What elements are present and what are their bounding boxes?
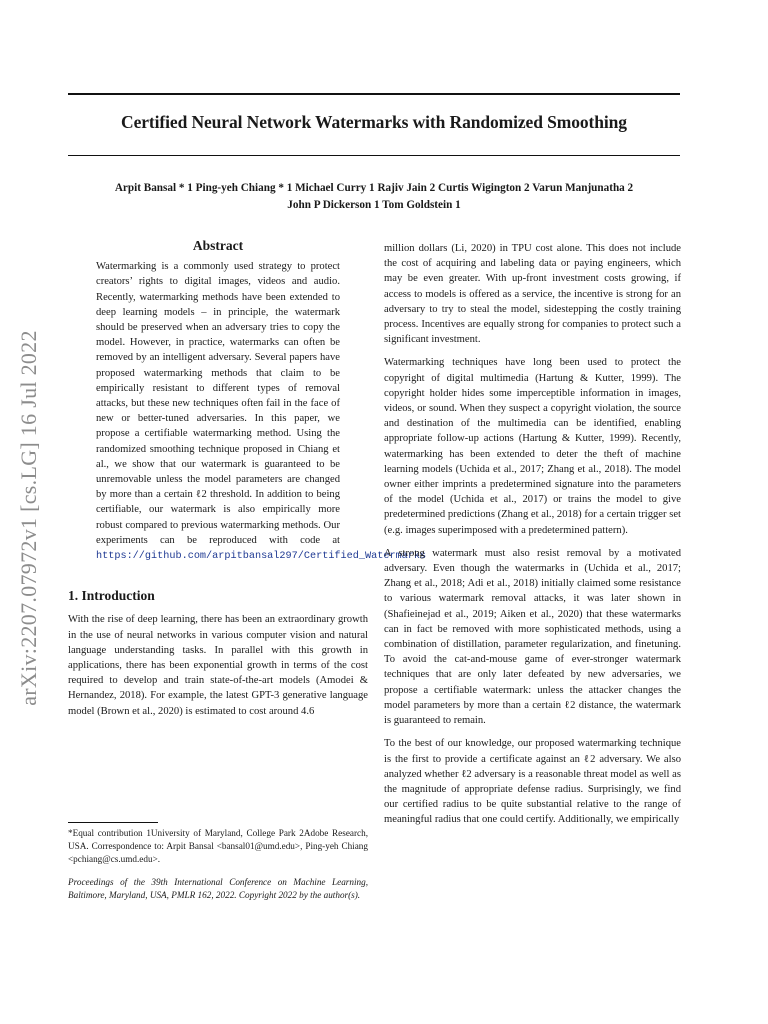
paper-title: Certified Neural Network Watermarks with Randomized Smoothing <box>121 112 627 132</box>
right-paragraph-3: A strong watermark must also resist removal by a motivated adversary. Even though the watermarks in (Uchida et al., 2017; Zhang et al., 2018; Adi et al., 2018) initially claimed some resistance to various watermark removal attacks, it was later shown in (Shafieinejad et al., 2019; Aiken et al., 2020) that these watermarks can in fact be removed with more sophisticated methods, using a combination of distillation, parameter regularization, and finetuning. To avoid the cat-and-mouse game of ever-stronger watermark techniques that are only later defeated by new adversaries, we propose a certifiable watermark: unless the attacker changes the model parameters by more than a certain ℓ2 distance, the watermark is guaranteed to remain. <box>384 547 681 727</box>
title-rule-bottom <box>68 155 680 156</box>
code-link[interactable]: https://github.com/arpitbansal297/Certified_Watermarks <box>96 551 427 563</box>
title-rule-top <box>68 93 680 95</box>
intro-heading: 1. Introduction <box>68 588 155 604</box>
abstract-text: Watermarking is a commonly used strategy to protect creators’ rights to digital images, videos and audio. Recently, watermarking methods have been extended to deep learning models – in principle, the watermark should be preserved when an adversary tries to copy the model. However, in practice, watermarks can often be removed by an intelligent adversary. Several papers have proposed watermarking methods that claim to be empirically resistant to different types of removal attacks, but these new techniques often fail in the face of new or better-tuned adversaries. In this paper, we propose a certifiable watermarking method. Using the randomized smoothing technique proposed in Chiang et al., we show that our watermark is guaranteed to be unremovable unless the model parameters are changed by more than a certain ℓ2 threshold. In addition to being certifiable, our watermark is also empirically more robust compared to previous watermarking methods. Our experiments can be reproduced with code at <box>96 261 340 546</box>
intro-paragraph-1: With the rise of deep learning, there has been an extraordinary growth in the use of neural networks in various computer vision and natural language understanding tasks. In parallel with this growth in applications, there has been exponential growth in terms of the cost required to develop and train state-of-the-art models (Amodei & Hernandez, 2018). For example, the latest GPT-3 generative language model (Brown et al., 2020) is estimated to cost around 4.6 <box>68 614 368 717</box>
right-paragraph-1: million dollars (Li, 2020) in TPU cost alone. This does not include the cost of acquiring and labeling data or paying engineers, which may be even greater. With up-front investment costs growing, if access to models is offered as a service, the incentive is strong for an adversary to try to steal the model, sidestepping the costly training process. Incentives are equally strong for companies to protect such a significant investment. <box>384 243 681 346</box>
footnote-proceedings: Proceedings of the 39th International Conference on Machine Learning, Baltimore, Maryland, USA, PMLR 162, 2022. Copyright 2022 by the author(s). <box>68 877 368 900</box>
author-list <box>60 180 688 214</box>
arxiv-stamp-text: arXiv:2207.07972v1 [cs.LG] 16 Jul 2022 <box>16 330 41 706</box>
footnotes <box>68 822 368 912</box>
author-line-2: John P Dickerson 1 Tom Goldstein 1 <box>287 199 461 211</box>
left-column <box>68 238 427 727</box>
arxiv-stamp <box>14 280 44 730</box>
right-paragraph-2: Watermarking techniques have long been used to protect the copyright of digital multimedia (Hartung & Kutter, 1999). The copyright holder hides some imperceptible information in images, videos, or sound. When they suspect a copyright violation, the source and destination of the multimedia can be identified, enabling appropriate follow-up actions (Hartung & Kutter, 1999). Recently, watermarking has been extended to deter the theft of machine learning models (Uchida et al., 2017; Zhang et al., 2018). The model owner either imprints a predetermined signature into the parameters of the model (Uchida et al., 2017) or trains the model to give predetermined predictions (Zhang et al., 2018) for a certain trigger set (e.g. images superimposed with a predetermined pattern). <box>384 357 681 536</box>
right-paragraph-4: To the best of our knowledge, our proposed watermarking technique is the first to provide a certificate against an ℓ2 adversary. We also analyzed whether ℓ2 adversary is a reasonable threat model as well as the magnitude of appropriate defense radius. Surprisingly, we find our certified radius to be quite substantial relative to the range of meaningful radius that one could certify. Additionally, we empirically <box>384 738 681 826</box>
right-column <box>384 241 681 836</box>
abstract-heading: Abstract <box>192 238 244 253</box>
footnote-rule <box>68 822 158 823</box>
author-line-1: Arpit Bansal * 1 Ping-yeh Chiang * 1 Michael Curry 1 Rajiv Jain 2 Curtis Wigington 2 Varun Manjunatha 2 <box>114 182 634 194</box>
abstract-body <box>68 259 427 564</box>
footnote-contribution: *Equal contribution 1University of Maryland, College Park 2Adobe Research, USA. Correspondence to: Arpit Bansal <bansal01@umd.edu>, Ping-yeh Chiang <pchiang@cs.umd.edu>. <box>68 828 368 864</box>
